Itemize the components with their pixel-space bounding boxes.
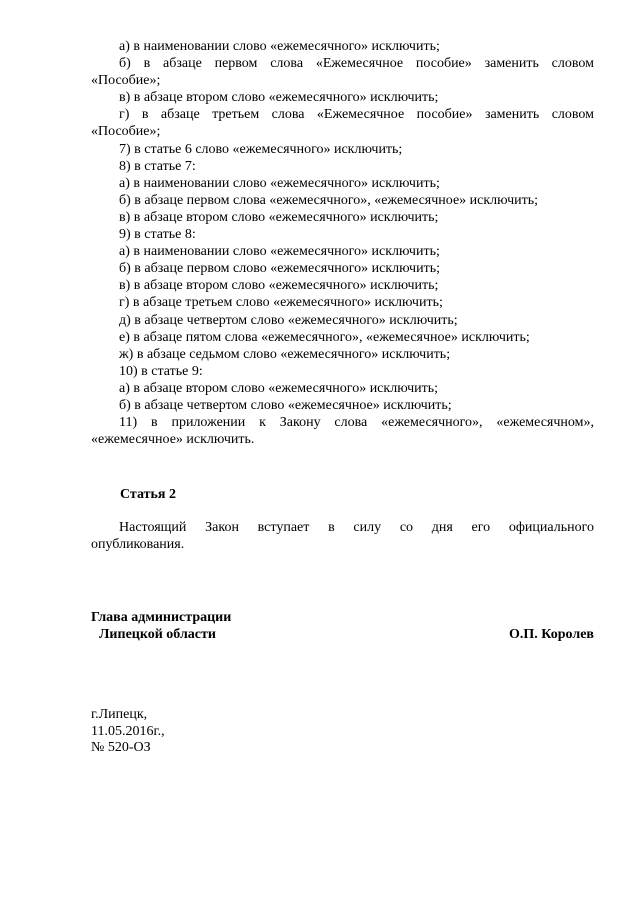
- date: 11.05.2016г.,: [91, 723, 165, 739]
- text-line: 9) в статье 8:: [119, 227, 196, 243]
- text-line: 7) в статье 6 слово «ежемесячного» исключить;: [119, 141, 403, 157]
- text-line: д) в абзаце четвертом слово «ежемесячного» исключить;: [119, 312, 458, 328]
- city: г.Липецк,: [91, 707, 148, 722]
- text-line: б) в абзаце первом слово «ежемесячного» исключить;: [119, 261, 440, 277]
- text-line: г) в абзаце третьем слово «ежемесячного» исключить;: [119, 295, 443, 311]
- text-line: а) в наименовании слово «ежемесячного» исключить;: [119, 39, 440, 54]
- text-line: б) в абзаце четвертом слово «ежемесячное» исключить;: [119, 397, 452, 413]
- text-line: б) в абзаце первом слова «ежемесячного», «ежемесячное» исключить;: [119, 192, 539, 208]
- text-line: а) в наименовании слово «ежемесячного» исключить;: [119, 175, 440, 191]
- text-line: «Пособие»;: [91, 124, 161, 140]
- signatory-region: Липецкой области: [99, 627, 216, 642]
- text-line: а) в абзаце втором слово «ежемесячного» исключить;: [119, 380, 439, 396]
- signatory-name: О.П. Королев: [509, 627, 594, 642]
- signatory-title: Глава администрации: [91, 610, 232, 625]
- amendments-list: [91, 38, 594, 448]
- article-text: [91, 519, 594, 553]
- text-line: г) в абзаце третьем слова «Ежемесячное пособие» заменить словом: [119, 107, 594, 123]
- article-heading: Статья 2: [120, 487, 176, 502]
- text-line: е) в абзаце пятом слова «ежемесячного», «ежемесячное» исключить;: [119, 329, 530, 345]
- text-line: в) в абзаце втором слово «ежемесячного» исключить;: [119, 90, 439, 106]
- text-line: Настоящий Закон вступает в силу со дня его официального: [119, 520, 594, 535]
- text-line: а) в наименовании слово «ежемесячного» исключить;: [119, 244, 440, 260]
- text-line: ж) в абзаце седьмом слово «ежемесячного» исключить;: [119, 346, 451, 362]
- text-line: 10) в статье 9:: [119, 363, 203, 379]
- text-line: в) в абзаце втором слово «ежемесячного» исключить;: [119, 209, 439, 225]
- text-line: б) в абзаце первом слова «Ежемесячное пособие» заменить словом: [119, 56, 594, 72]
- text-line: 8) в статье 7:: [119, 158, 196, 174]
- text-line: опубликования.: [91, 537, 185, 553]
- text-line: «Пособие»;: [91, 73, 161, 89]
- text-line: 11) в приложении к Закону слова «ежемесячного», «ежемесячном»,: [119, 415, 594, 431]
- text-line: в) в абзаце втором слово «ежемесячного» исключить;: [119, 278, 439, 294]
- place-date-block: [91, 707, 165, 757]
- law-number: № 520-ОЗ: [91, 740, 151, 755]
- text-line: «ежемесячное» исключить.: [91, 432, 255, 448]
